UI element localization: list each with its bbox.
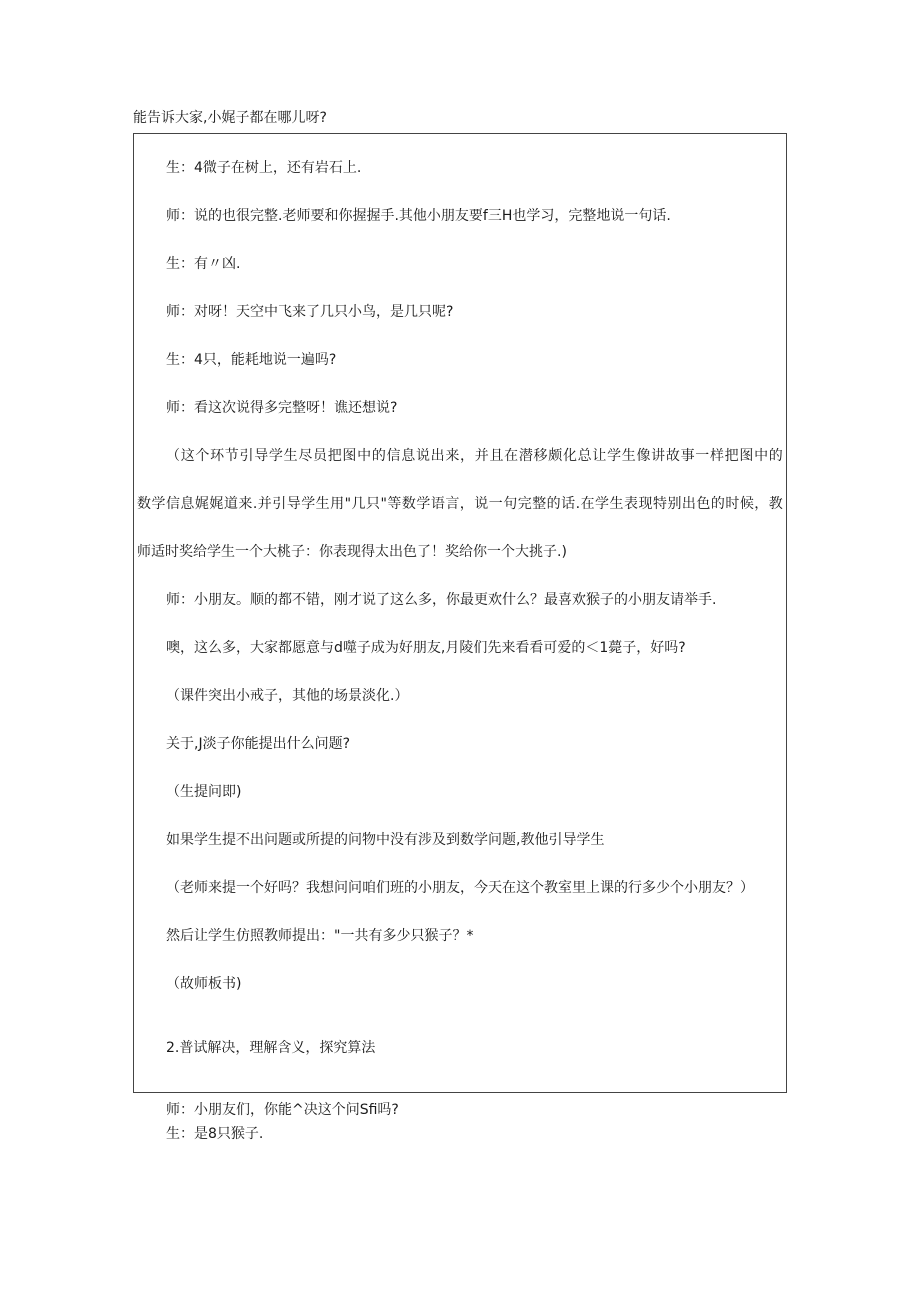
intro-line: 能告诉大家,小娓子都在哪儿呀? (133, 110, 327, 126)
dialogue-line: 生：4微子在树上，还有岩石上. (166, 160, 362, 176)
content-box (133, 133, 787, 1093)
dialogue-line: 师：小朋友。顺的都不错，刚才说了这么多，你最更欢什么？最喜欢猴子的小朋友请举手. (166, 592, 717, 608)
note-paragraph-line: （这个环节引导学生尽员把图中的信息说出来，并且在潜移颇化总让学生像讲故事一样把图中的 (166, 448, 783, 464)
section-heading: 2.普试解决，理解含义，探究算法 (166, 1040, 376, 1056)
dialogue-line: 师：小朋友们，你能^决这个问Sfi吗? (166, 1102, 399, 1118)
note-paragraph-line: 师适时奖给学生一个大桃子：你表现得太出色了！奖给你一个大挑子.) (137, 544, 567, 560)
dialogue-line: 生：4只，能耗地说一遍吗? (166, 352, 337, 368)
dialogue-line: 如果学生提不出问题或所提的问物中没有涉及到数学问题,教他引导学生 (166, 832, 605, 848)
dialogue-line: 噢，这么多，大家都愿意与d噬子成为好朋友,月陵们先来看看可爱的＜1薨子，好吗? (166, 640, 686, 656)
dialogue-line: （故师板书) (166, 976, 242, 992)
dialogue-line: 生：是8只猴子. (166, 1126, 264, 1142)
dialogue-line: （生提问即) (166, 784, 242, 800)
dialogue-line: 师：说的也很完整.老师要和你握握手.其他小朋友要f三H也学习，完整地说一句话. (166, 208, 671, 224)
dialogue-line: 师：看这次说得多完整呀！谯还想说? (166, 400, 398, 416)
dialogue-line: 然后让学生仿照教师提出："一共有多少只猴子？* (166, 928, 474, 944)
dialogue-line: （老师来提一个好吗？我想问问咱们班的小朋友，今天在这个教室里上课的行多少个小朋友？） (166, 880, 754, 896)
dialogue-line: 关于,J淡子你能提出什么问题? (166, 736, 351, 752)
dialogue-line: （课件突出小戒子，其他的场景淡化.） (166, 688, 409, 704)
dialogue-line: 生：有〃凶. (166, 256, 241, 272)
dialogue-line: 师：对呀！天空中飞来了几只小鸟，是几只呢? (166, 304, 454, 320)
note-paragraph-line: 数学信息娓娓道来.并引导学生用"几只"等数学语言，说一句完整的话.在学生表现特别出色的时候，教 (137, 496, 783, 512)
